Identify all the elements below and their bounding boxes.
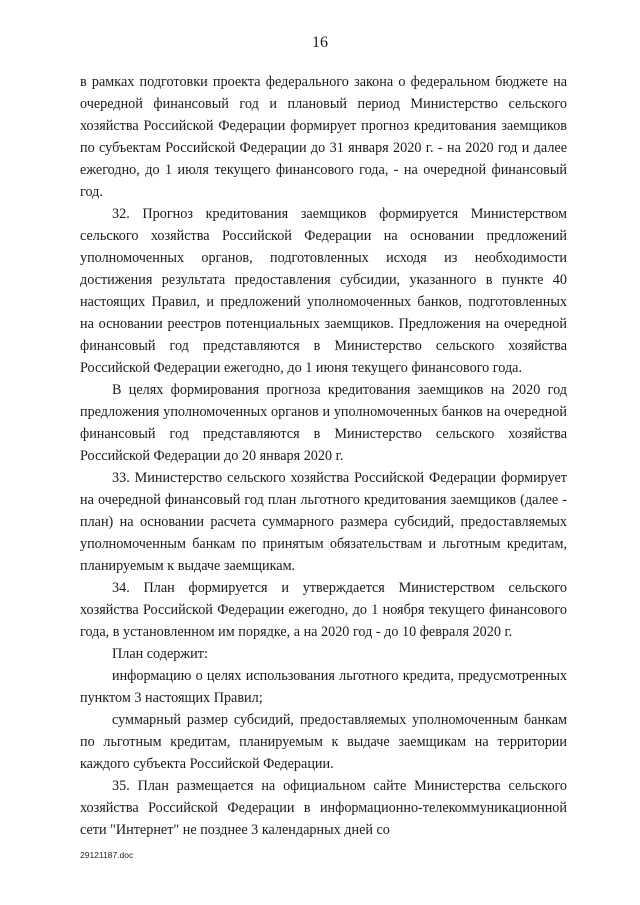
paragraph: в рамках подготовки проекта федерального закона о федеральном бюджете на очередной финансовый год и плановый период Министерство сельского хозяйства Российской Федерации формирует прогноз кредитования заемщиков по субъектам Российской Федерации до 31 января 2020 г. - на 2020 год и далее ежегодно, до 1 июля текущего финансового года, - на очередной финансовый год. [80,74,567,200]
document-body [80,71,567,841]
paragraph-clause-33: 33. Министерство сельского хозяйства Российской Федерации формирует на очередной финансовый год план льготного кредитования заемщиков (далее - план) на основании расчета суммарного размера субсидий, предоставляемых уполномоченным банкам по принятым обязательствам и льготным кредитам, планируемым к выдаче заемщикам. [80,470,567,574]
paragraph: В целях формирования прогноза кредитования заемщиков на 2020 год предложения уполномоченных органов и уполномоченных банков на очередной финансовый год представляются в Министерство сельского хозяйства Российской Федерации до 20 января 2020 г. [80,382,567,464]
paragraph-clause-34: 34. План формируется и утверждается Министерством сельского хозяйства Российской Федерации ежегодно, до 1 ноября текущего финансового года, в установленном им порядке, а на 2020 год - до 10 февраля 2020 г. [80,580,567,640]
footer-file-name: 29121187.doc [80,850,134,860]
paragraph-clause-35: 35. План размещается на официальном сайте Министерства сельского хозяйства Российской Федерации в информационно-телекоммуникационной сети "Интернет" не позднее 3 календарных дней со [80,778,567,838]
list-item: информацию о целях использования льготного кредита, предусмотренных пунктом 3 настоящих Правил; [80,668,567,706]
list-item: суммарный размер субсидий, предоставляемых уполномоченным банкам по льготным кредитам, планируемым к выдаче заемщикам на территории каждого субъекта Российской Федерации. [80,712,567,772]
paragraph-plan-contents: План содержит: [112,646,208,662]
paragraph-clause-32: 32. Прогноз кредитования заемщиков формируется Министерством сельского хозяйства Российской Федерации на основании предложений уполномоченных органов, подготовленных исходя из необходимости достижения результата предоставления субсидии, указанного в пункте 40 настоящих Правил, и предложений уполномоченных банков, подготовленных на основании реестров потенциальных заемщиков. Предложения на очередной финансовый год представляются в Министерство сельского хозяйства Российской Федерации ежегодно, до 1 июня текущего финансового года. [80,206,567,376]
page-number: 16 [312,34,328,51]
